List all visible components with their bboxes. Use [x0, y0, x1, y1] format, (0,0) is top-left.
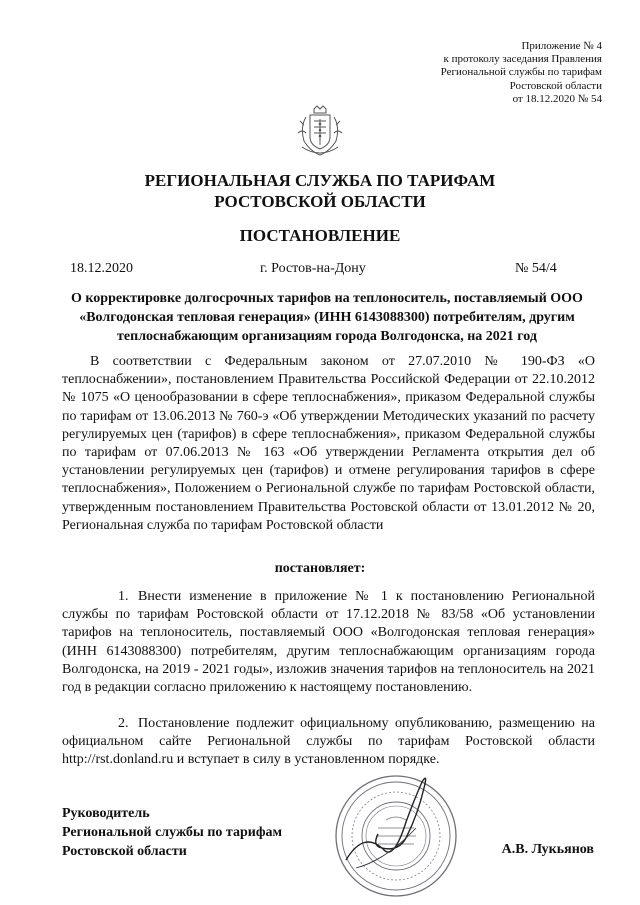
document-subject: О корректировке долгосрочных тарифов на теплоноситель, поставляемый ООО «Волгодонская тепловая генерация» (ИНН 6143088300) потребителям, другим теплоснабжающим организациям города Волгодонска, на 2021 год [71, 291, 583, 344]
document-number: № 54/4 [515, 261, 557, 276]
appendix-line: Региональной службы по тарифам [440, 66, 602, 79]
appendix-line: к протоколу заседания Правления [443, 53, 602, 66]
organization-title [0, 170, 640, 212]
decree-item-number: 2. [118, 716, 129, 731]
decree-item-text: Постановление подлежит официальному опубликованию, размещению на официальном сайте Региональной службы по тарифам Ростовской области http://rst.donland.ru и вступает в силу в установленном порядке. [62, 716, 595, 768]
decree-item-text: Внести изменение в приложение № 1 к постановлению Региональной службы по тарифам Ростовской области от 17.12.2018 № 83/58 «Об установлении тарифов на теплоноситель, поставляемый ООО «Волгодонская тепловая генерация» (ИНН 6143088300) потребителям, другим теплоснабжающим организациям города Волгодонска, на 2019 - 2021 годы», изложив значения тарифов на теплоноситель на 2021 год в редакции согласно приложению к настоящему постановлению. [62, 589, 595, 696]
signatory-title-line: Региональной службы по тарифам [62, 825, 283, 840]
appendix-line: Ростовской области [509, 79, 602, 92]
signatory-name: А.В. Лукьянов [501, 842, 594, 857]
rostov-coat-of-arms-icon [292, 103, 348, 159]
appendix-line: Приложение № 4 [521, 40, 602, 52]
appendix-note [362, 40, 602, 106]
document-type: ПОСТАНОВЛЕНИЕ [239, 226, 401, 245]
decree-item-number: 1. [118, 589, 129, 604]
signatory-title-line: Ростовской области [62, 844, 187, 859]
organization-title-line: РОСТОВСКОЙ ОБЛАСТИ [214, 192, 426, 211]
decree-item [62, 715, 595, 770]
appendix-line: от 18.12.2020 № 54 [512, 92, 602, 105]
organization-title-line: РЕГИОНАЛЬНАЯ СЛУЖБА ПО ТАРИФАМ [144, 171, 496, 190]
decree-item [62, 588, 595, 697]
signatory-title-line: Руководитель [62, 806, 150, 821]
document-date: 18.12.2020 [70, 261, 133, 276]
preamble-paragraph: В соответствии с Федеральным законом от 27.07.2010 № 190-ФЗ «О теплоснабжении», постановлением Правительства Российской Федерации от 22.10.2012 № 1075 «О ценообразовании в сфере теплоснабжения», приказом Федеральной службы по тарифам от 13.06.2013 № 760-э «Об утверждении Методических указаний по расчету регулируемых цен (тарифов) в сфере теплоснабжения», приказом Федеральной службы по тарифам от 07.06.2013 № 163 «Об утверждении Регламента открытия дел об установлении регулируемых цен (тарифов) и отмене регулирования тарифов в сфере теплоснабжения», Положением о Региональной службе по тарифам Ростовской области, утвержденным постановлением Правительства Ростовской области от 13.01.2012 № 20, Региональная служба по тарифам Ростовской области [62, 354, 595, 533]
official-round-seal-icon [326, 768, 466, 900]
document-city: г. Ростов-на-Дону [260, 261, 366, 276]
resolves-heading: постановляет: [274, 561, 366, 576]
signatory-title [62, 804, 282, 861]
